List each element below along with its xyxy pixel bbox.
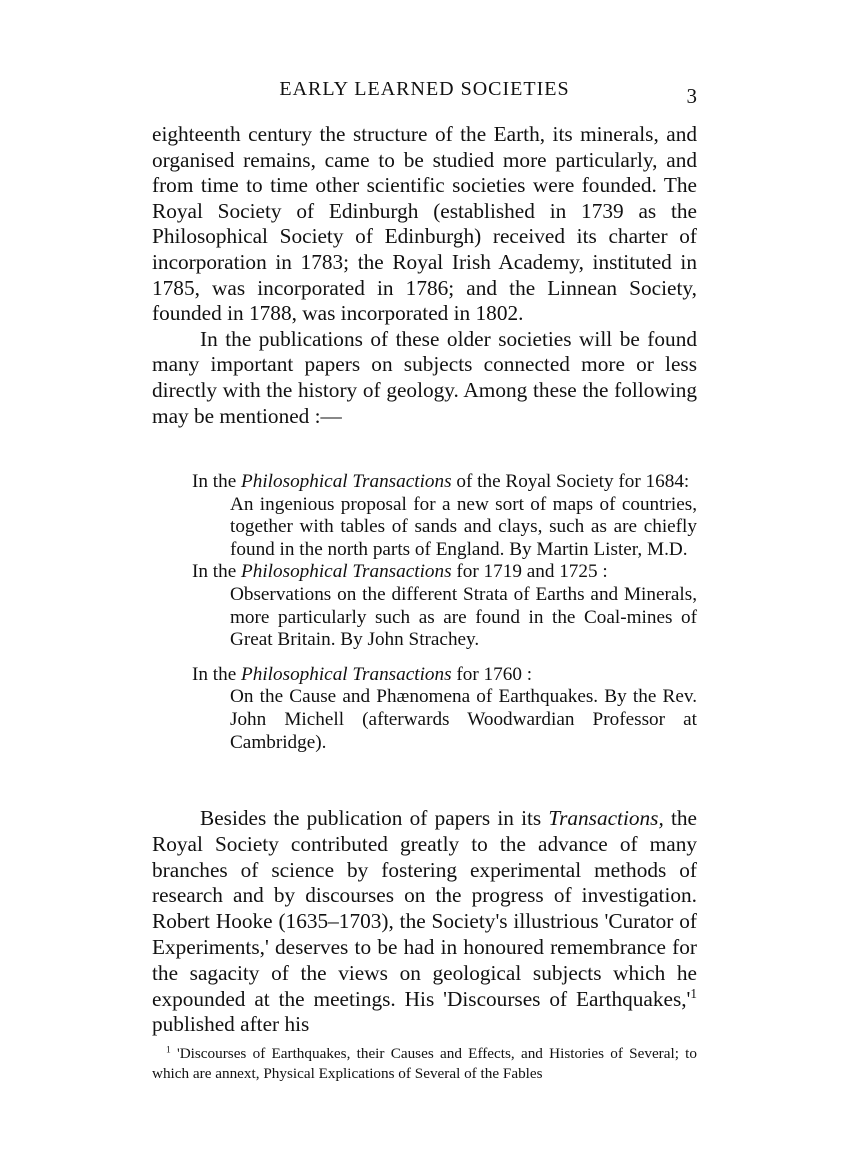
page-number: 3	[686, 84, 697, 108]
list-item	[192, 561, 697, 651]
entry-heading	[192, 664, 697, 687]
entry-prefix: In the	[192, 663, 242, 685]
publication-list	[192, 471, 697, 754]
entry-prefix: In the	[192, 561, 242, 583]
paragraph-text: the Royal Society contributed greatly to the advance of many branches of science by fostering experimental methods of research and by discourses on the progress of investigation. Robert Hooke (1635–1703), the Society's illustrious 'Curator of Experiments,' deserves to be had in honoured remembrance for the sagacity of the views on geological subjects which he expounded at the meetings. His 'Discourses of Earthquakes,'	[152, 806, 698, 1011]
entry-body: Observations on the different Strata of Earths and Minerals, more particularly such as are found in the Coal-mines of Great Britain. By John Strachey.	[230, 583, 697, 651]
entry-suffix: for 1760 :	[451, 663, 533, 685]
transactions-title: Transactions,	[548, 806, 664, 830]
main-text	[152, 122, 697, 429]
footnote-reference[interactable]: 1	[690, 985, 697, 1001]
journal-title: Philosophical Transactions	[241, 471, 452, 492]
list-item	[192, 664, 697, 754]
entry-suffix: of the Royal Society for 1684:	[451, 471, 690, 492]
footnote-text: 'Discourses of Earthquakes, their Causes and Effects, and Histories of Several; to which are annext, Physical Explications of Several of the Fables	[152, 1045, 697, 1082]
footnote-marker: 1	[166, 1045, 171, 1056]
paragraph-text: Besides the publication of papers in its	[200, 806, 549, 830]
entry-heading	[192, 471, 697, 494]
paragraph-continuation: eighteenth century the structure of the Earth, its minerals, and organised remains, came to be studied more particularly, and from time to time other scientific societies were founded. The Royal Society of Edinburgh (established in 1739 as the Philosophical Society of Edinburgh) received its charter of incorporation in 1783; the Royal Irish Academy, instituted in 1785, was incorporated in 1786; and the Linnean Society, founded in 1788, was incorporated in 1802.	[152, 122, 697, 326]
paragraph-publications: In the publications of these older societies will be found many important papers on subjects connected more or less directly with the history of geology. Among these the following may be mentioned :—	[152, 326, 697, 428]
journal-title: Philosophical Transactions	[241, 663, 452, 685]
entry-suffix: for 1719 and 1725 :	[451, 561, 608, 583]
paragraph-royal-society	[152, 806, 697, 1038]
entry-body: On the Cause and Phænomena of Earthquakes. By the Rev. John Michell (afterwards Woodwardian Professor at Cambridge).	[230, 686, 697, 753]
lower-text	[152, 806, 697, 1038]
running-title: EARLY LEARNED SOCIETIES	[279, 78, 570, 100]
journal-title: Philosophical Transactions	[241, 561, 452, 583]
entry-prefix: In the	[192, 471, 242, 492]
list-item	[192, 471, 697, 561]
entry-body: An ingenious proposal for a new sort of maps of countries, together with tables of sands and clays, such as are chiefly found in the north parts of England. By Martin Lister, M.D.	[230, 493, 697, 560]
running-head	[152, 78, 697, 108]
entry-gap	[192, 652, 697, 664]
paragraph-text: published after his	[152, 1012, 310, 1037]
entry-heading	[192, 561, 697, 584]
footnote	[152, 1044, 697, 1084]
